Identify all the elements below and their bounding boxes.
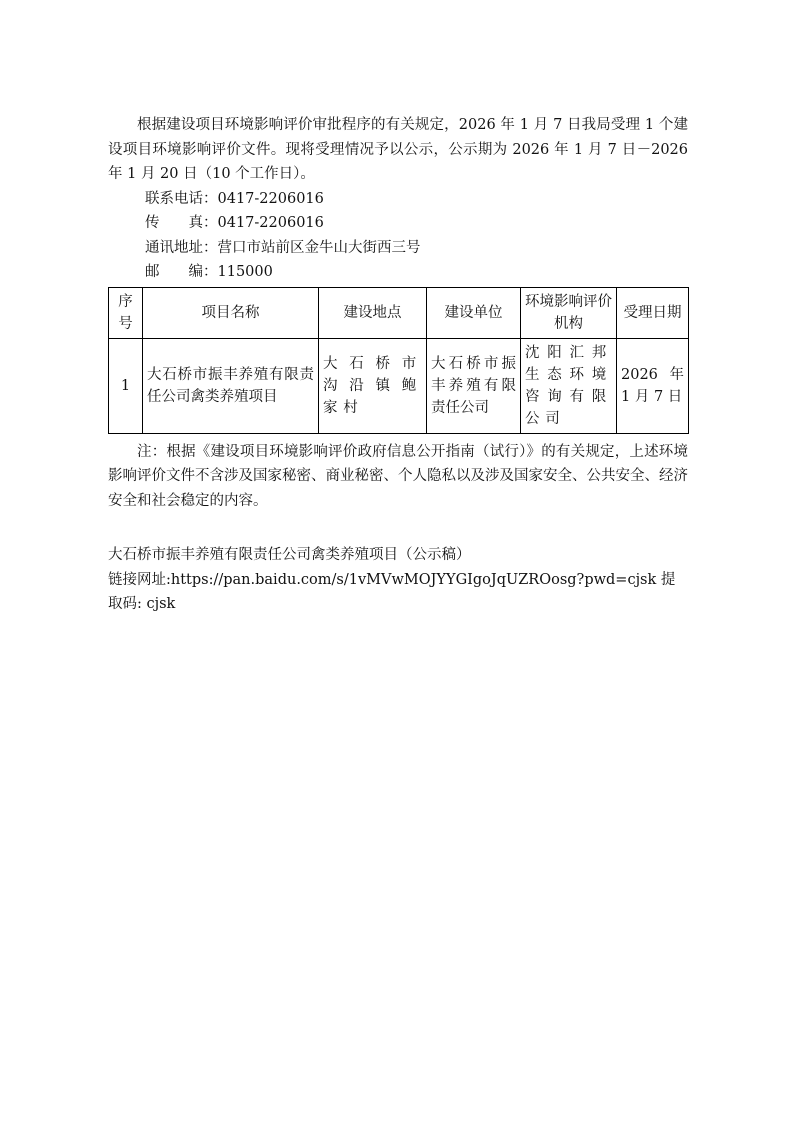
cell-location: 大石桥市沟沿镇鲍家村 xyxy=(319,338,427,433)
header-construction-unit: 建设单位 xyxy=(427,287,521,338)
document-page xyxy=(108,113,688,617)
cell-construction-unit: 大石桥市振丰养殖有限责任公司 xyxy=(427,338,521,433)
header-eia-agency: 环境影响评价机构 xyxy=(521,287,617,338)
cell-accept-date: 2026 年 1 月 7 日 xyxy=(617,338,689,433)
header-project-name: 项目名称 xyxy=(143,287,319,338)
download-link[interactable]: 链接网址:https://pan.baidu.com/s/1vMVwMOJYYGIgoJqUZROosg?pwd=cjsk 提取码: cjsk xyxy=(108,571,676,612)
acceptance-table xyxy=(108,287,689,434)
contact-phone: 联系电话：0417-2206016 xyxy=(145,190,324,207)
intro-paragraph: 根据建设项目环境影响评价审批程序的有关规定，2026 年 1 月 7 日我局受理 1 个建设项目环境影响评价文件。现将受理情况予以公示，公示期为 2026 年 1 月 7 日－2026 年 1 月 20 日（10 个工作日）。 xyxy=(108,117,688,182)
cell-serial: 1 xyxy=(109,338,143,433)
header-location: 建设地点 xyxy=(319,287,427,338)
table-row xyxy=(109,338,689,433)
contact-fax: 传 真：0417-2206016 xyxy=(145,215,324,231)
contact-postcode: 邮 编：115000 xyxy=(145,264,273,280)
table-header-row xyxy=(109,287,689,338)
contact-address: 通讯地址：营口市站前区金牛山大街西三号 xyxy=(145,239,421,256)
note-paragraph: 注：根据《建设项目环境影响评价政府信息公开指南（试行）》的有关规定，上述环境影响评价文件不含涉及国家秘密、商业秘密、个人隐私以及涉及国家安全、公共安全、经济安全和社会稳定的内容。 xyxy=(108,443,688,509)
header-accept-date: 受理日期 xyxy=(617,287,689,338)
project-title: 大石桥市振丰养殖有限责任公司禽类养殖项目（公示稿） xyxy=(108,547,471,563)
header-serial: 序号 xyxy=(109,287,143,338)
cell-eia-agency: 沈阳汇邦生态环境咨询有限公司 xyxy=(521,338,617,433)
cell-project-name: 大石桥市振丰养殖有限责任公司禽类养殖项目 xyxy=(143,338,319,433)
